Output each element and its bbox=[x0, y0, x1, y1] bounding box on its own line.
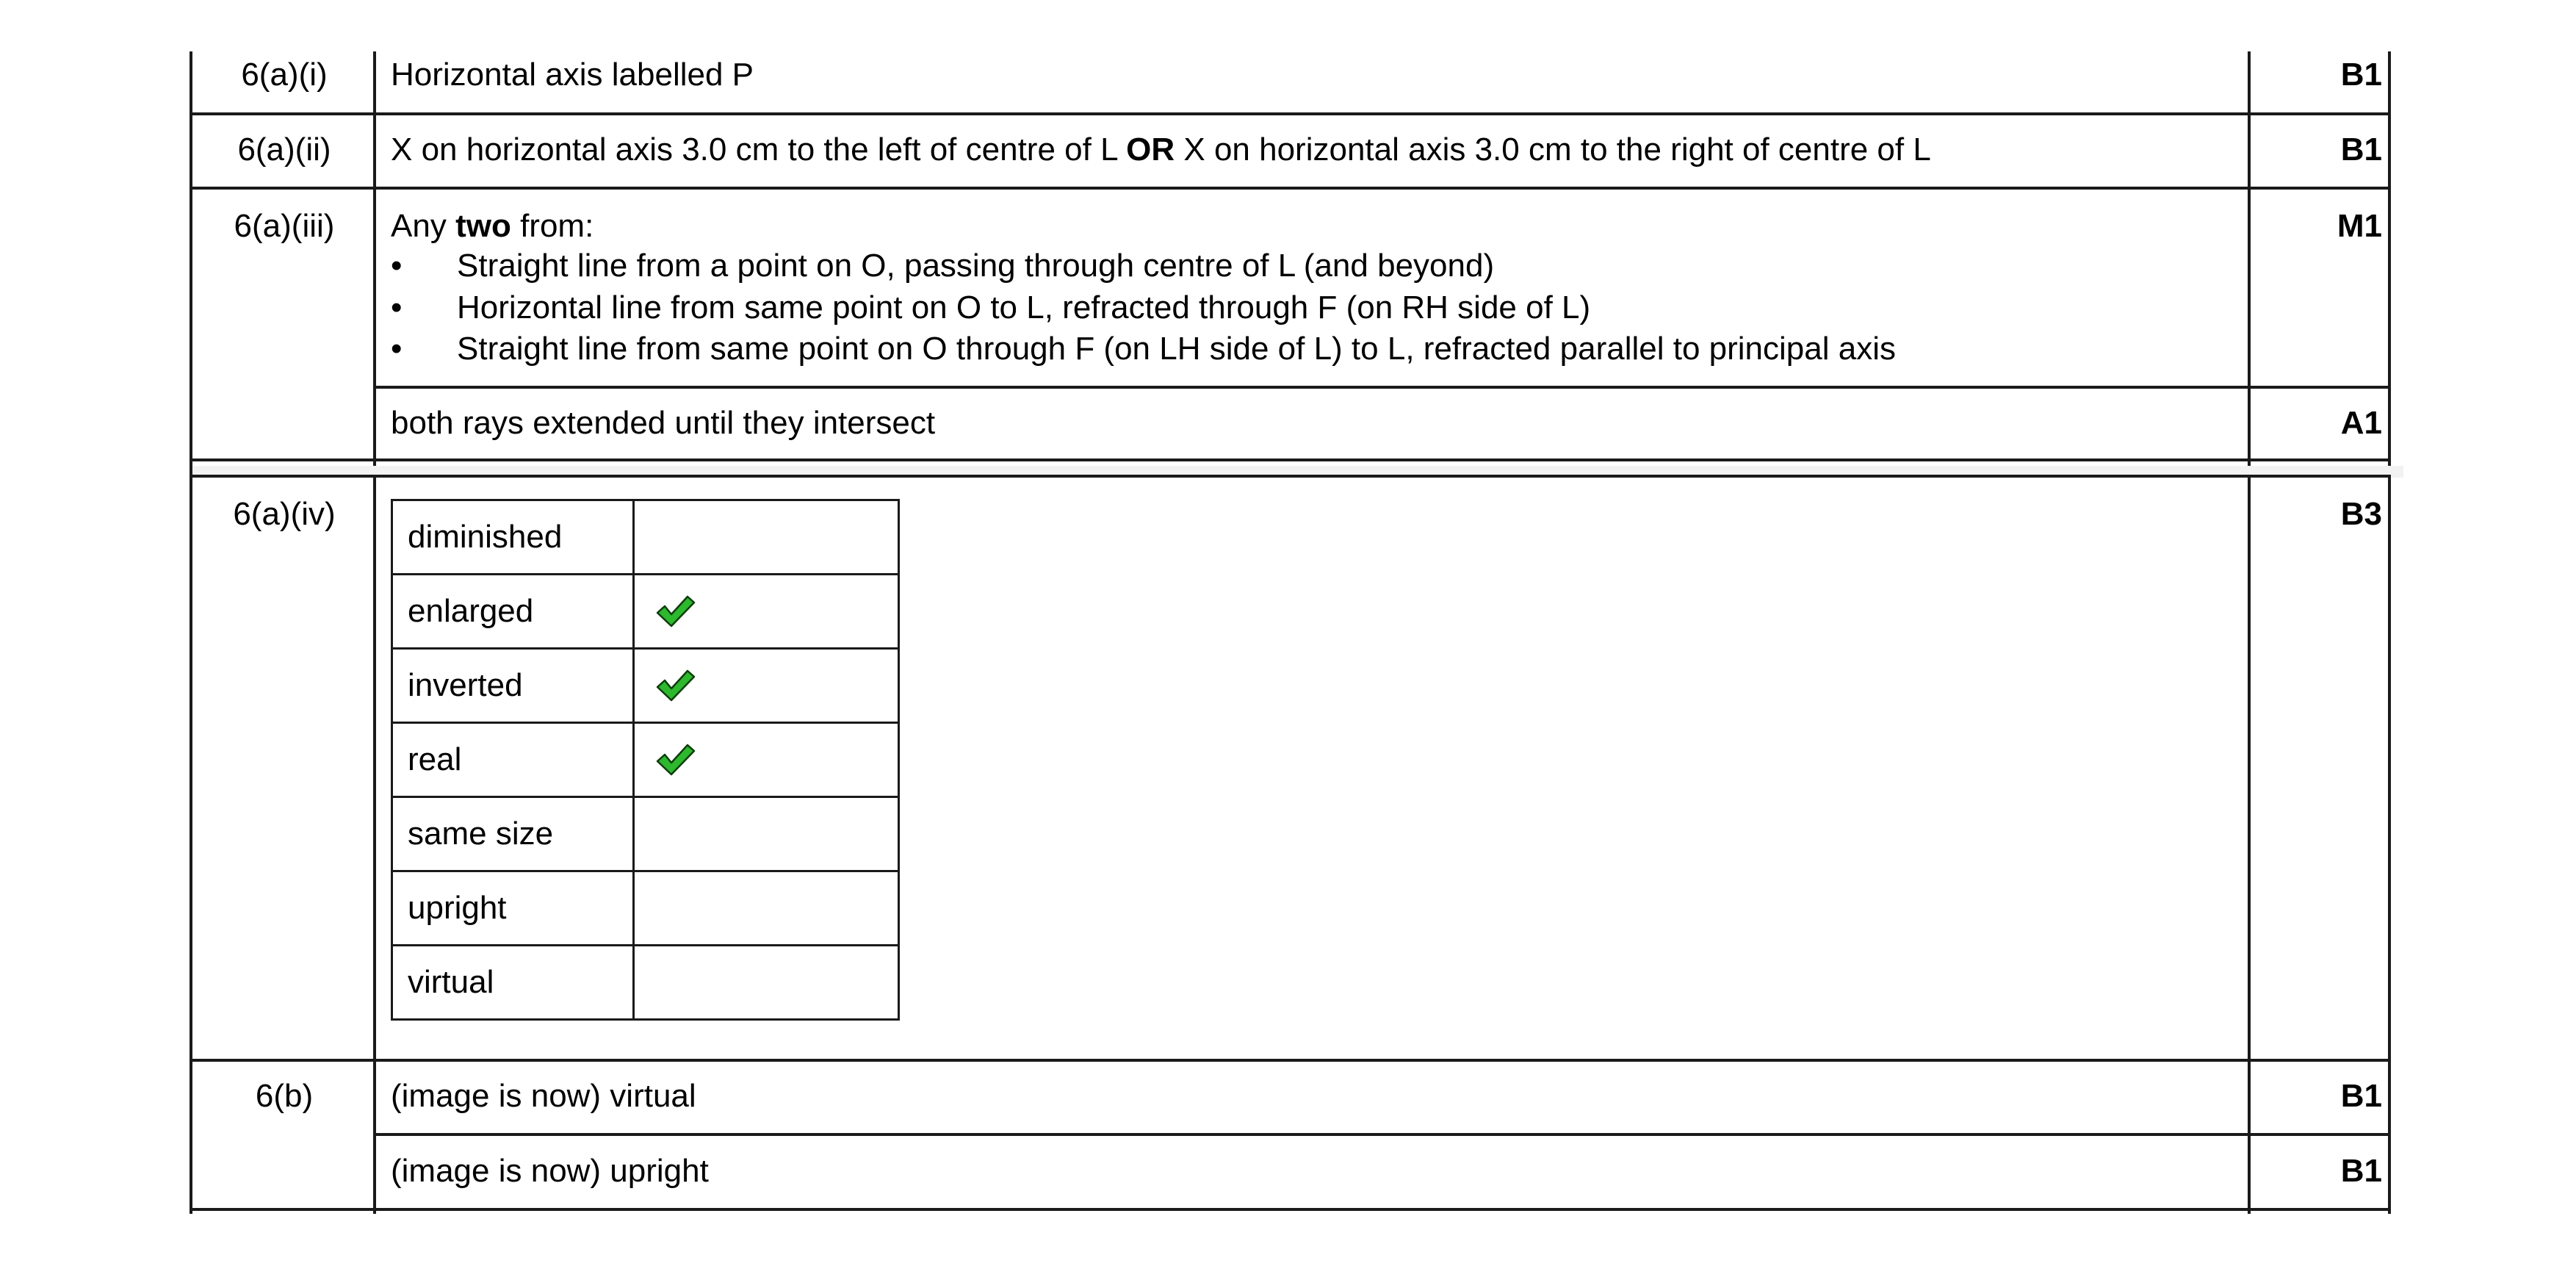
answer-text: both rays extended until they intersect bbox=[391, 405, 936, 441]
property-row bbox=[392, 649, 899, 723]
intro-prefix: Any bbox=[391, 208, 447, 244]
green-check-icon bbox=[655, 668, 696, 703]
answer-text: (image is now) upright bbox=[391, 1153, 709, 1189]
row-divider bbox=[373, 386, 2391, 389]
bullet-icon: • bbox=[391, 289, 403, 326]
property-label: real bbox=[392, 723, 634, 797]
answer-intro bbox=[391, 207, 594, 245]
bullet-item: Straight line from same point on O through F (on LH side of L) to L, refracted parallel to principal axis bbox=[457, 331, 1896, 367]
row-divider bbox=[373, 1133, 2391, 1136]
table-border-right bbox=[2388, 51, 2391, 1214]
row-divider bbox=[190, 112, 2391, 115]
or-keyword: OR bbox=[1126, 132, 1175, 168]
answer-text bbox=[391, 131, 1931, 169]
property-row bbox=[392, 575, 899, 649]
mark-value: B1 bbox=[2340, 1078, 2382, 1114]
property-label: same size bbox=[392, 797, 634, 871]
bullet-icon: • bbox=[391, 248, 403, 284]
property-row bbox=[392, 500, 899, 575]
property-label: diminished bbox=[392, 500, 634, 575]
answer-text: (image is now) virtual bbox=[391, 1078, 696, 1114]
green-check-icon bbox=[655, 742, 696, 777]
question-number: 6(a)(iii) bbox=[234, 208, 335, 244]
property-row bbox=[392, 871, 899, 946]
mark-value: B1 bbox=[2340, 132, 2382, 168]
answer-text: Horizontal axis labelled P bbox=[391, 57, 754, 93]
question-number: 6(a)(ii) bbox=[237, 132, 331, 168]
intro-bold-word: two bbox=[455, 208, 511, 244]
bullet-item: Straight line from a point on O, passing through centre of L (and beyond) bbox=[457, 248, 1495, 284]
property-row bbox=[392, 723, 899, 797]
mark-value: A1 bbox=[2340, 405, 2382, 441]
property-tick-cell bbox=[634, 871, 899, 946]
property-tick-cell bbox=[634, 649, 899, 723]
bullet-icon: • bbox=[391, 331, 403, 367]
mark-value: B1 bbox=[2340, 57, 2382, 93]
green-check-icon bbox=[655, 594, 696, 629]
property-tick-cell bbox=[634, 723, 899, 797]
property-label: upright bbox=[392, 871, 634, 946]
row-divider bbox=[190, 458, 2391, 461]
bullet-item: Horizontal line from same point on O to L, refracted through F (on RH side of L) bbox=[457, 289, 1591, 326]
property-label: virtual bbox=[392, 946, 634, 1020]
question-number: 6(a)(iv) bbox=[233, 496, 336, 532]
mark-value: B1 bbox=[2340, 1153, 2382, 1189]
property-tick-cell bbox=[634, 575, 899, 649]
property-label: inverted bbox=[392, 649, 634, 723]
table-border-bottom bbox=[190, 1208, 2391, 1211]
property-row bbox=[392, 797, 899, 871]
answer-part-right: X on horizontal axis 3.0 cm to the right of centre of L bbox=[1183, 132, 1931, 168]
question-number: 6(a)(i) bbox=[241, 57, 328, 93]
mark-value: M1 bbox=[2337, 208, 2382, 244]
answer-part-left: X on horizontal axis 3.0 cm to the left of centre of L bbox=[391, 132, 1117, 168]
image-properties-table bbox=[391, 499, 900, 1021]
property-tick-cell bbox=[634, 946, 899, 1020]
property-tick-cell bbox=[634, 500, 899, 575]
property-row bbox=[392, 946, 899, 1020]
property-label: enlarged bbox=[392, 575, 634, 649]
property-tick-cell bbox=[634, 797, 899, 871]
row-divider bbox=[190, 187, 2391, 190]
row-divider bbox=[190, 1059, 2391, 1062]
mark-value: B3 bbox=[2340, 496, 2382, 532]
row-divider bbox=[190, 475, 2391, 478]
column-divider-mark bbox=[2248, 51, 2251, 1214]
intro-suffix: from: bbox=[520, 208, 594, 244]
question-number: 6(b) bbox=[255, 1078, 314, 1114]
